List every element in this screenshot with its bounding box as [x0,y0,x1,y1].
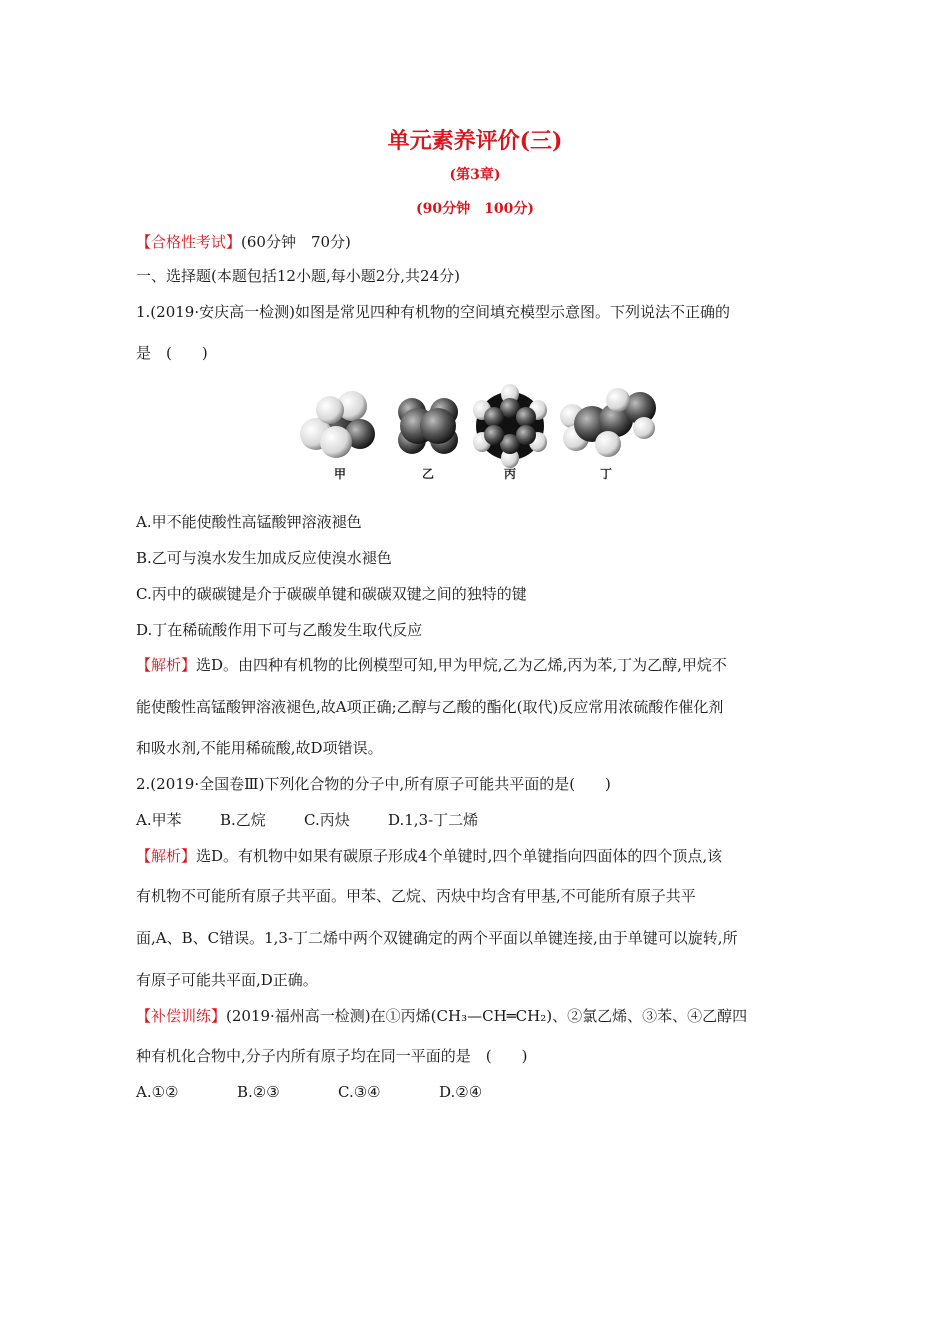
supplement-option-b: B.②③ [237,1083,280,1101]
supplement-text1: (2019·福州高一检测)在①丙烯(CH₃—CH═CH₂)、②氯乙烯、③苯、④乙醇四 [226,1007,748,1025]
supplement-options [136,1082,482,1102]
q1-analysis-line3: 和吸水剂,不能用稀硫酸,故D项错误。 [136,739,383,757]
q2-analysis-line3: 面,A、B、C错误。1,3-丁二烯中两个双键确定的两个平面以单键连接,由于单键可以旋转,所 [136,929,738,947]
supplement-option-c: C.③④ [338,1083,381,1101]
supplement-option-a: A.①② [136,1083,179,1101]
q2-option-c: C.丙炔 [304,811,350,829]
q2-stem: 2.(2019·全国卷Ⅲ)下列化合物的分子中,所有原子可能共平面的是( ) [136,775,611,793]
supplement-line1 [136,1006,747,1026]
time-score: (90分钟 100分) [416,201,534,217]
q2-analysis-line2: 有机物不可能所有原子共平面。甲苯、乙烷、丙炔中均含有甲基,不可能所有原子共平 [136,887,696,905]
q1-analysis-line2: 能使酸性高锰酸钾溶液褪色,故A项正确;乙醇与乙酸的酯化(取代)反应常用浓硫酸作催化剂 [136,698,724,716]
q1-option-a: A.甲不能使酸性高锰酸钾溶液褪色 [136,513,362,531]
q1-option-c: C.丙中的碳碳键是介于碳碳单键和碳碳双键之间的独特的键 [136,585,527,603]
ethylene-model [398,398,458,454]
q2-option-d: D.1,3-丁二烯 [388,811,479,829]
section-header [136,232,351,252]
section-meta: (60分钟 70分) [241,233,351,251]
q1-stem-line2: 是 ( ) [136,344,208,362]
page-title: 单元素养评价(三) [387,128,563,154]
benzene-model [473,384,547,468]
supplement-option-d: D.②④ [439,1083,483,1101]
q1-option-d: D.丁在稀硫酸作用下可与乙酸发生取代反应 [136,621,423,639]
figure-label-yi: 乙 [421,467,435,481]
q1-analysis-line1 [136,655,727,675]
figure-label-jia: 甲 [333,467,347,481]
q2-analysis-line1 [136,846,722,866]
part-heading: 一、选择题(本题包括12小题,每小题2分,共24分) [136,267,460,285]
chapter-subtitle: (第3章) [449,167,501,183]
q1-analysis-tag: 【解析】 [136,656,197,674]
q2-option-a: A.甲苯 [136,811,182,829]
q2-analysis-text1: 选D。有机物中如果有碳原子形成4个单键时,四个单键指向四面体的四个顶点,该 [196,847,723,865]
q1-analysis-text1: 选D。由四种有机物的比例模型可知,甲为甲烷,乙为乙烯,丙为苯,丁为乙醇,甲烷不 [196,656,727,674]
supplement-line2: 种有机化合物中,分子内所有原子均在同一平面的是 ( ) [136,1047,528,1065]
q2-analysis-line4: 有原子可能共平面,D正确。 [136,971,318,989]
q2-option-b: B.乙烷 [220,811,266,829]
ethanol-model [560,388,656,457]
section-tag: 【合格性考试】 [136,233,242,251]
figure-label-bing: 丙 [503,467,517,481]
methane-model [300,391,375,458]
figure-label-ding: 丁 [599,467,613,481]
supplement-tag: 【补偿训练】 [136,1007,227,1025]
molecule-figure [300,380,660,490]
q2-options [136,810,478,830]
q1-stem-line1: 1.(2019·安庆高一检测)如图是常见四种有机物的空间填充模型示意图。下列说法不正确的 [136,303,730,321]
q2-analysis-tag: 【解析】 [136,847,197,865]
q1-option-b: B.乙可与溴水发生加成反应使溴水褪色 [136,549,392,567]
